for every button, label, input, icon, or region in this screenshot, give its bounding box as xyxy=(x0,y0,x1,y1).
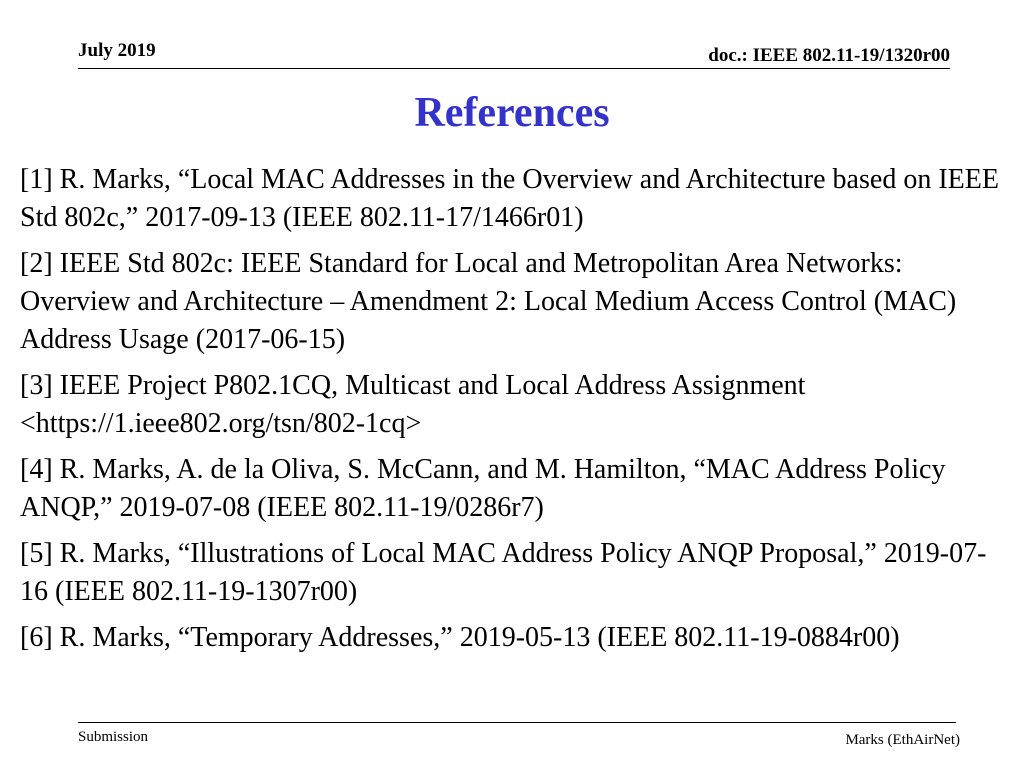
reference-item: [6] R. Marks, “Temporary Addresses,” 2019-05-13 (IEEE 802.11-19-0884r00) xyxy=(20,622,900,653)
footer-divider xyxy=(78,722,956,723)
page-title: References xyxy=(414,90,610,136)
reference-item: [4] R. Marks, A. de la Oliva, S. McCann, and M. Hamilton, “MAC Address Policy ANQP,” 2019-07-08 (IEEE 802.11-19/0286r7) xyxy=(20,454,946,523)
header-doc-id: doc.: IEEE 802.11-19/1320r00 xyxy=(708,45,950,66)
references-list xyxy=(20,161,1010,665)
header-divider xyxy=(78,68,950,69)
reference-item: [3] IEEE Project P802.1CQ, Multicast and Local Address Assignment <https://1.ieee802.org/tsn/802-1cq> xyxy=(20,370,806,439)
reference-item: [1] R. Marks, “Local MAC Addresses in the Overview and Architecture based on IEEE Std 802c,” 2017-09-13 (IEEE 802.11-17/1466r01) xyxy=(20,164,999,233)
footer-submission: Submission xyxy=(78,729,149,745)
header-date: July 2019 xyxy=(78,40,156,61)
reference-item: [5] R. Marks, “Illustrations of Local MAC Address Policy ANQP Proposal,” 2019-07-16 (IEEE 802.11-19-1307r00) xyxy=(20,538,987,607)
footer-author: Marks (EthAirNet) xyxy=(845,732,960,748)
reference-item: [2] IEEE Std 802c: IEEE Standard for Local and Metropolitan Area Networks: Overview and Architecture – Amendment 2: Local Medium Access Control (MAC) Address Usage (2017-06-15) xyxy=(20,248,957,355)
